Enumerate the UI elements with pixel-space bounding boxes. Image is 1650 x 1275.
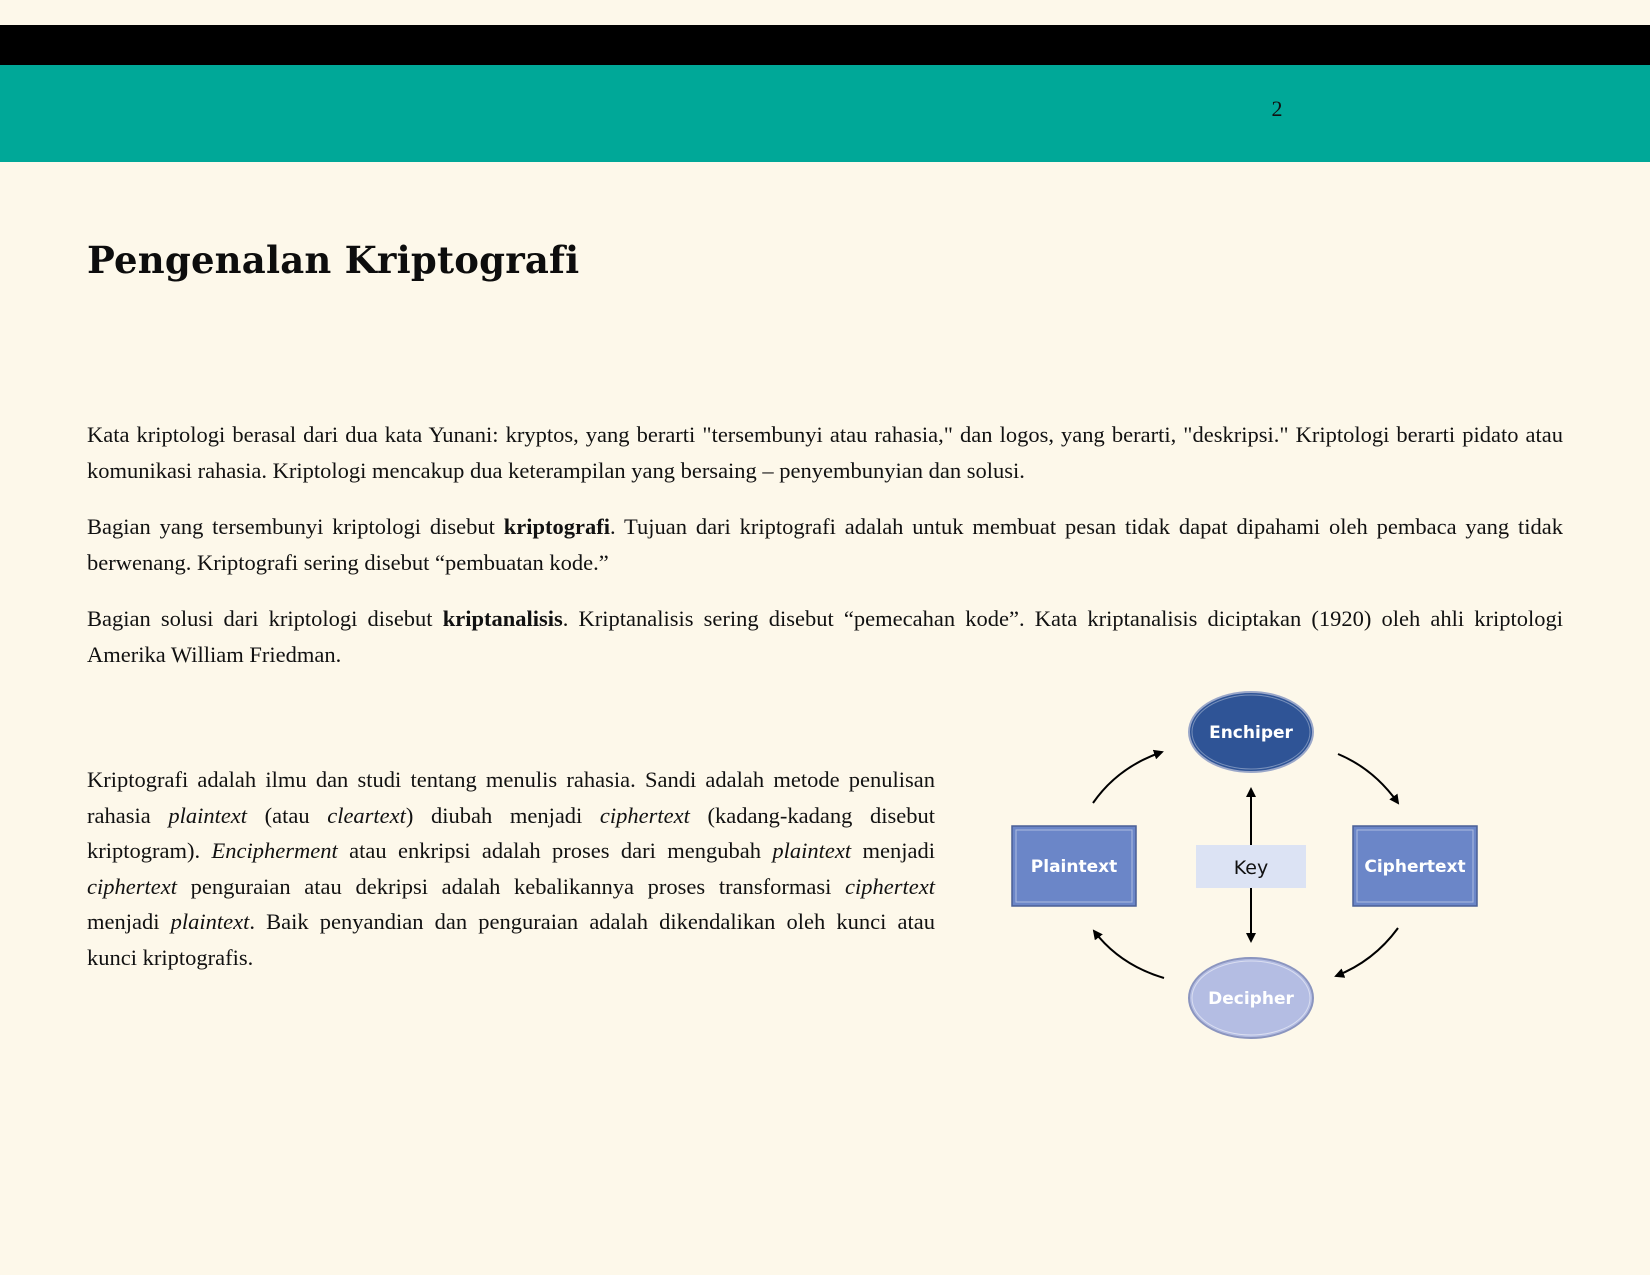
term-italic: Encipherment — [211, 838, 338, 863]
term-italic: ciphertext — [599, 802, 690, 828]
page-title: Pengenalan Kriptografi — [87, 238, 580, 282]
text-run: penguraian atau dekripsi adalah kebalikannya proses transformasi — [176, 873, 846, 899]
term-italic: plaintext — [170, 909, 250, 934]
text-run: . Kriptanalisis sering disebut “pemecahan kode”. Kata kriptanalisis diciptakan (1920) oleh ahli kriptologi Amerika William Friedman. — [87, 606, 1563, 667]
text-run: . Baik penyandian dan penguraian adalah dikendalikan oleh kunci atau kunci kriptografis. — [87, 909, 935, 970]
page-number: 2 — [1271, 96, 1283, 121]
text-run: Kriptografi adalah ilmu dan studi tentang menulis rahasia. Sandi adalah metode penulisan rahasia — [87, 767, 935, 828]
term-italic: cleartext — [327, 802, 406, 828]
plaintext-to-enchiper-arrow — [1093, 752, 1162, 803]
plaintext-label: Plaintext — [1030, 857, 1118, 877]
paragraph-kriptologi: Kata kriptologi berasal dari dua kata Yunani: kryptos, yang berarti "tersembunyi atau rahasia," dan logos, yang berarti, "deskripsi." Kriptologi berarti pidato atau komunikasi rahasia. Kriptologi mencakup dua keterampilan yang bersaing – penyembunyian dan solusi. — [87, 422, 1563, 483]
term-italic: ciphertext — [845, 873, 935, 899]
text-run: ) diubah menjadi — [405, 802, 600, 828]
ciphertext-label: Ciphertext — [1364, 857, 1466, 877]
term-italic: plaintext — [168, 802, 248, 828]
ciphertext-to-decipher-arrow — [1336, 928, 1398, 976]
header-teal-band — [0, 65, 1650, 162]
enchiper-node — [1189, 692, 1313, 772]
text-run: (atau — [247, 802, 328, 828]
enchiper-label: Enchiper — [1209, 723, 1293, 743]
enchiper-to-ciphertext-arrow — [1338, 754, 1398, 803]
text-run: menjadi — [87, 909, 171, 934]
text-run: (kadang-kadang disebut kriptogram). — [87, 802, 935, 863]
text-run: Bagian yang tersembunyi kriptologi disebut — [87, 514, 504, 539]
paragraph-definisi — [87, 762, 935, 975]
text-run: menjadi — [851, 838, 936, 863]
key-label: Key — [1233, 857, 1269, 879]
text-run: atau enkripsi adalah proses dari mengubah — [337, 838, 773, 863]
term-kriptografi: kriptografi — [503, 514, 610, 539]
decipher-to-plaintext-arrow — [1094, 931, 1164, 978]
term-kriptanalisis: kriptanalisis — [442, 606, 563, 631]
term-italic: ciphertext — [87, 873, 177, 899]
key-node — [1196, 789, 1306, 941]
decipher-label: Decipher — [1208, 989, 1294, 1009]
text-run: Bagian solusi dari kriptologi disebut — [87, 606, 443, 631]
term-italic: plaintext — [772, 838, 852, 863]
header-black-bar — [0, 25, 1650, 65]
paragraph-kriptanalisis — [87, 601, 1563, 672]
plaintext-node — [1012, 826, 1136, 906]
text-run: . Tujuan dari kriptografi adalah untuk membuat pesan tidak dapat dipahami oleh pembaca yang tidak berwenang. Kriptografi sering disebut “pembuatan kode.” — [87, 514, 1563, 575]
ciphertext-node — [1353, 826, 1477, 906]
paragraph-kriptografi — [87, 509, 1563, 580]
encryption-cycle-diagram — [1000, 685, 1500, 1045]
decipher-node — [1189, 958, 1313, 1038]
